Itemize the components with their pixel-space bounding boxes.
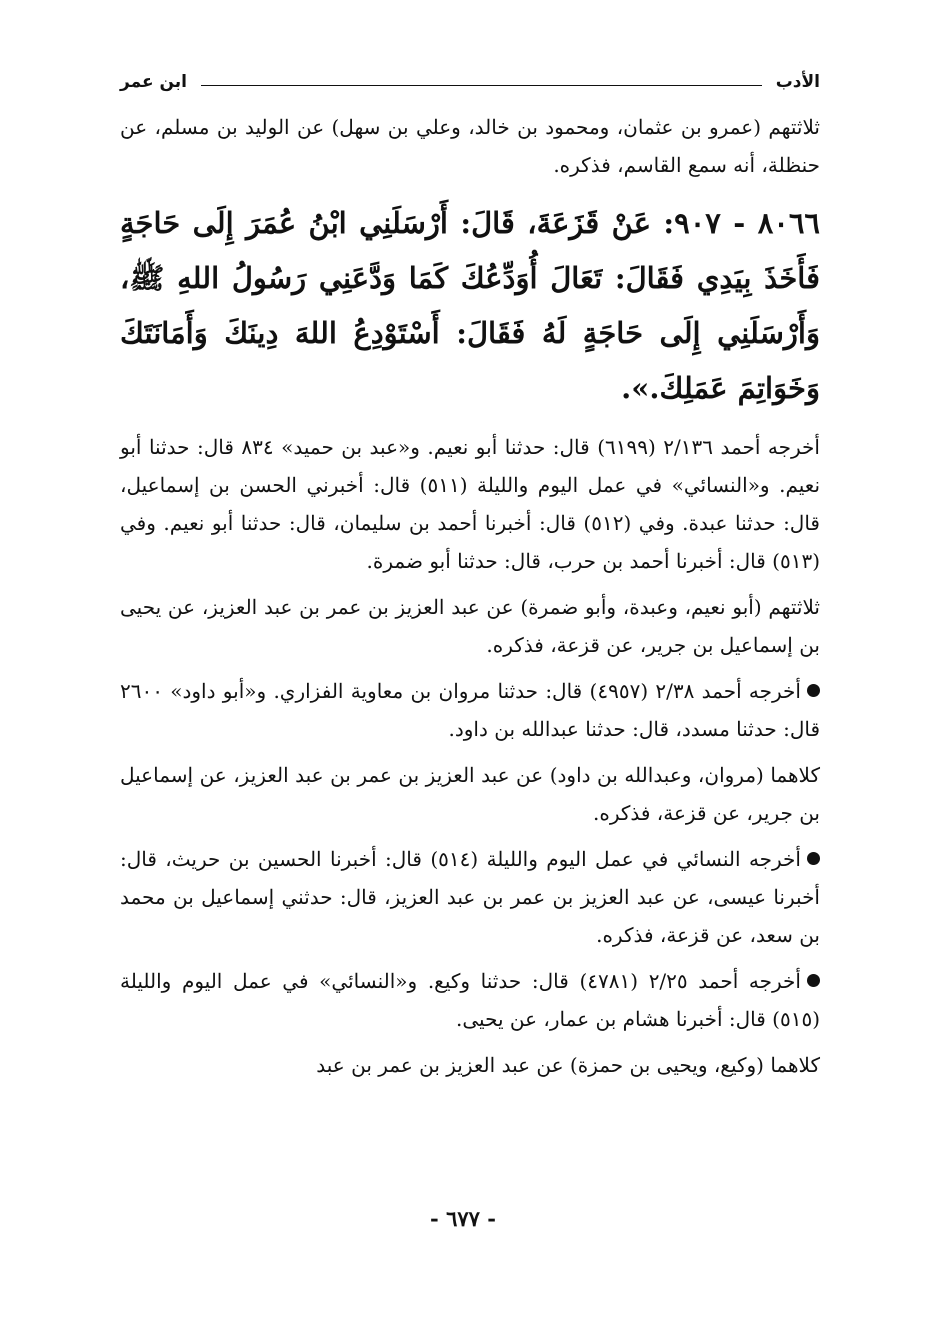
- bullet-icon: [807, 852, 820, 865]
- bullet-icon: [807, 684, 820, 697]
- narrators-paragraph: ثلاثتهم (أبو نعيم، وعبدة، وأبو ضمرة) عن عبد العزيز بن عمر بن عبد العزيز، عن يحيى بن إسماعيل بن جرير، عن قزعة، فذكره.: [120, 595, 820, 657]
- bullet-icon: [807, 974, 820, 987]
- narrators-paragraph: كلاهما (مروان، وعبدالله بن داود) عن عبد العزيز بن عمر بن عبد العزيز، عن إسماعيل بن جرير، عن قزعة، فذكره.: [120, 763, 820, 825]
- header-rule: [201, 85, 762, 86]
- takhrij-paragraph: [120, 840, 820, 954]
- spacer: [120, 954, 820, 962]
- page-body: [120, 108, 820, 1084]
- takhrij-paragraph: [120, 962, 820, 1038]
- spacer: [120, 748, 820, 756]
- hadith-text: ٨٠٦٦ - ٩٠٧: عَنْ قَزَعَةَ، قَالَ: أَرْسَلَنِي ابْنُ عُمَرَ إِلَى حَاجَةٍ فَأَخَذَ بِيَدِي فَقَالَ: تَعَالَ أُوَدِّعُكَ كَمَا وَدَّعَنِي رَسُولُ اللهِ ﷺ، وَأَرْسَلَنِي إِلَى حَاجَةٍ لَهُ فَقَالَ: أَسْتَوْدِعُ اللهَ دِينَكَ وَأَمَانَتَكَ وَخَوَاتِمَ عَمَلِكَ.».: [120, 206, 820, 405]
- running-header: [120, 64, 820, 100]
- spacer: [120, 1038, 820, 1046]
- spacer: [120, 580, 820, 588]
- takhrij-text: أخرجه أحمد ٢/٢٥ (٤٧٨١) قال: حدثنا وكيع. و«النسائي» في عمل اليوم والليلة (٥١٥) قال: أخبرنا هشام بن عمار، عن يحيى.: [120, 969, 820, 1031]
- chapter-title: الأدب: [775, 72, 820, 92]
- narrators-paragraph: كلاهما (وكيع، ويحيى بن حمزة) عن عبد العزيز بن عمر بن عبد: [316, 1053, 820, 1077]
- takhrij-text: أخرجه النسائي في عمل اليوم والليلة (٥١٤) قال: أخبرنا الحسين بن حريث، قال: أخبرنا عيسى، عن عبد العزيز بن عمر بن عبد العزيز، قال: حدثني إسماعيل بن محمد بن سعد، عن قزعة، فذكره.: [120, 847, 820, 947]
- narrators-paragraph: ثلاثتهم (عمرو بن عثمان، ومحمود بن خالد، وعلي بن سهل) عن الوليد بن مسلم، عن حنظلة، أنه سمع القاسم، فذكره.: [120, 115, 820, 177]
- spacer: [120, 832, 820, 840]
- takhrij-paragraph: أخرجه أحمد ٢/١٣٦ (٦١٩٩) قال: حدثنا أبو نعيم. و«عبد بن حميد» ٨٣٤ قال: حدثنا أبو نعيم. و«النسائي» في عمل اليوم والليلة (٥١١) قال: أخبرني الحسن بن إسماعيل، قال: حدثنا عبدة. وفي (٥١٢) قال: أخبرنا أحمد بن سليمان، قال: حدثنا أبو نعيم. وفي (٥١٣) قال: أخبرنا أحمد بن حرب، قال: حدثنا أبو ضمرة.: [120, 435, 821, 573]
- spacer: [120, 664, 820, 672]
- section-title: ابن عمر: [120, 72, 188, 92]
- spacer: [120, 184, 820, 196]
- page-number: - ٦٧٧ -: [430, 1206, 496, 1231]
- takhrij-text: أخرجه أحمد ٢/٣٨ (٤٩٥٧) قال: حدثنا مروان بن معاوية الفزاري. و«أبو داود» ٢٦٠٠ قال: حدثنا مسدد، قال: حدثنا عبدالله بن داود.: [120, 679, 820, 741]
- takhrij-paragraph: [120, 672, 820, 748]
- spacer: [120, 416, 820, 428]
